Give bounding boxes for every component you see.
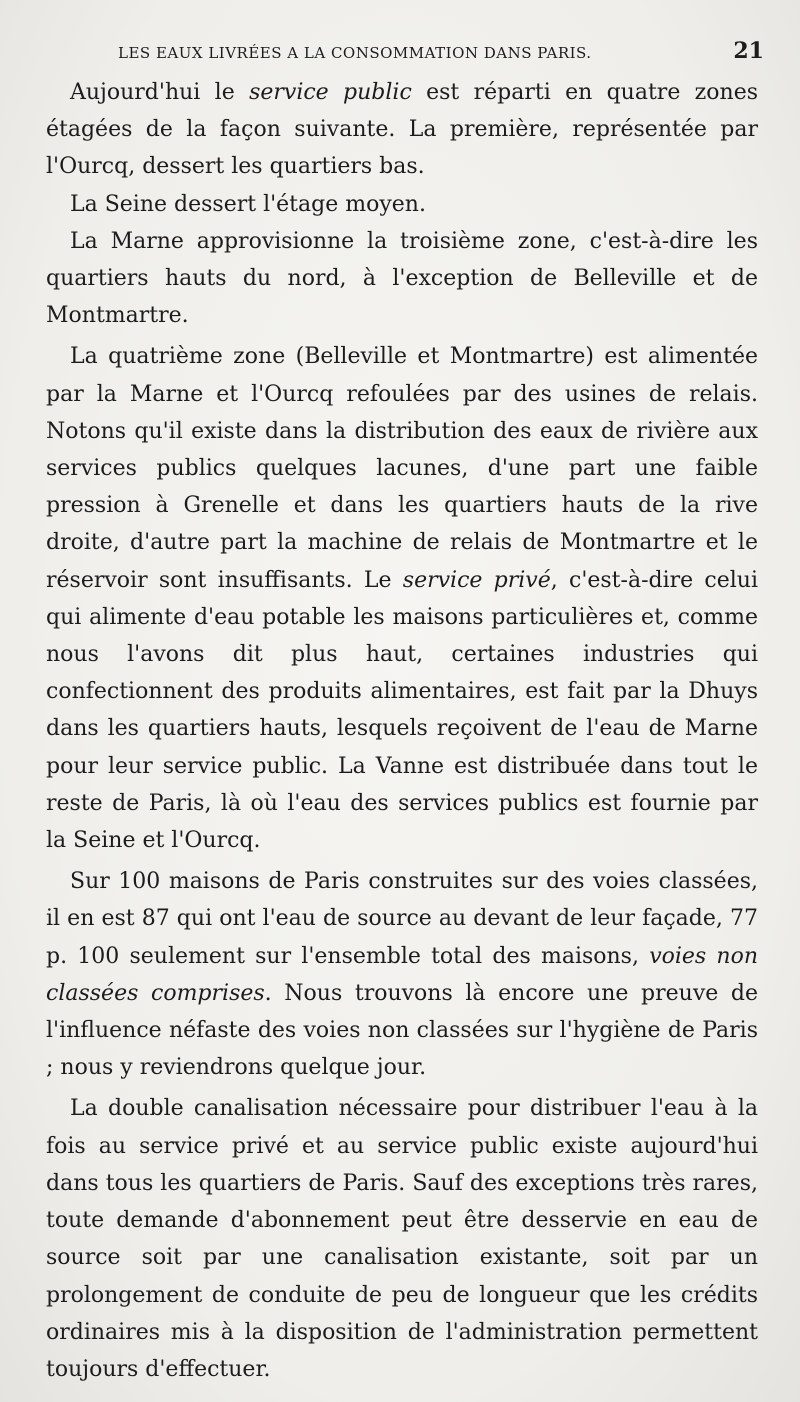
emphasis-service-public: service public [249,80,412,105]
paragraph-5: Sur 100 maisons de Paris construites sur des voies classées, il en est 87 qui ont l'eau de source au devant de leur façade, 77 p. 100 seulement sur l'ensemble total des maisons, voies non classées comprises. Nous trouvons là encore une preuve de l'influence néfaste des voies non classées sur l'hygiène de Paris ; nous y reviendrons quelque jour. [46,869,758,1081]
page-header [118,38,764,64]
body-text [46,74,758,1388]
paragraph-3: La Marne approvisionne la troisième zone, c'est-à-dire les quartiers hauts du nord, à l'exception de Belleville et de Montmartre. [46,228,758,329]
page-number: 21 [733,38,764,64]
running-head: LES EAUX LIVRÉES A LA CONSOMMATION DANS PARIS. [118,44,592,62]
paragraph-2: La Seine dessert l'étage moyen. [70,191,426,217]
paragraph-6: La double canalisation nécessaire pour distribuer l'eau à la fois au service privé et au service public existe aujourd'hui dans tous les quartiers de Paris. Sauf des exceptions très rares, toute demande d'abonnement peut être desservie en eau de source soit par une canalisation existante, soit par un prolongement de conduite de peu de longueur que les crédits ordinaires mis à la disposition de l'administration permettent toujours d'effectuer. [46,1096,758,1382]
emphasis-service-prive: service privé [402,567,551,593]
emphasis-voies-non-classees: voies non classées comprises [46,943,758,1006]
paragraph-1: Aujourd'hui le service public est réparti en quatre zones étagées de la façon suivante. La première, représentée par l'Ourcq, dessert les quartiers bas. [46,80,758,180]
paragraph-4: La quatrième zone (Belleville et Montmartre) est alimentée par la Marne et l'Ourcq refoulées par des usines de relais. Notons qu'il existe dans la distribution des eaux de rivière aux services publics quelques lacunes, d'une part une faible pression à Grenelle et dans les quartiers hauts de la rive droite, d'autre part la machine de relais de Montmartre et le réservoir sont insuffisants. Le service privé, c'est-à-dire celui qui alimente d'eau potable les maisons particulières et, comme nous l'avons dit plus haut, certaines industries qui confectionnent des produits alimentaires, est fait par la Dhuys dans les quartiers hauts, lesquels reçoivent de l'eau de Marne pour leur service public. La Vanne est distribuée dans tout le reste de Paris, là où l'eau des services publics est fournie par la Seine et l'Ourcq. [46,344,758,854]
